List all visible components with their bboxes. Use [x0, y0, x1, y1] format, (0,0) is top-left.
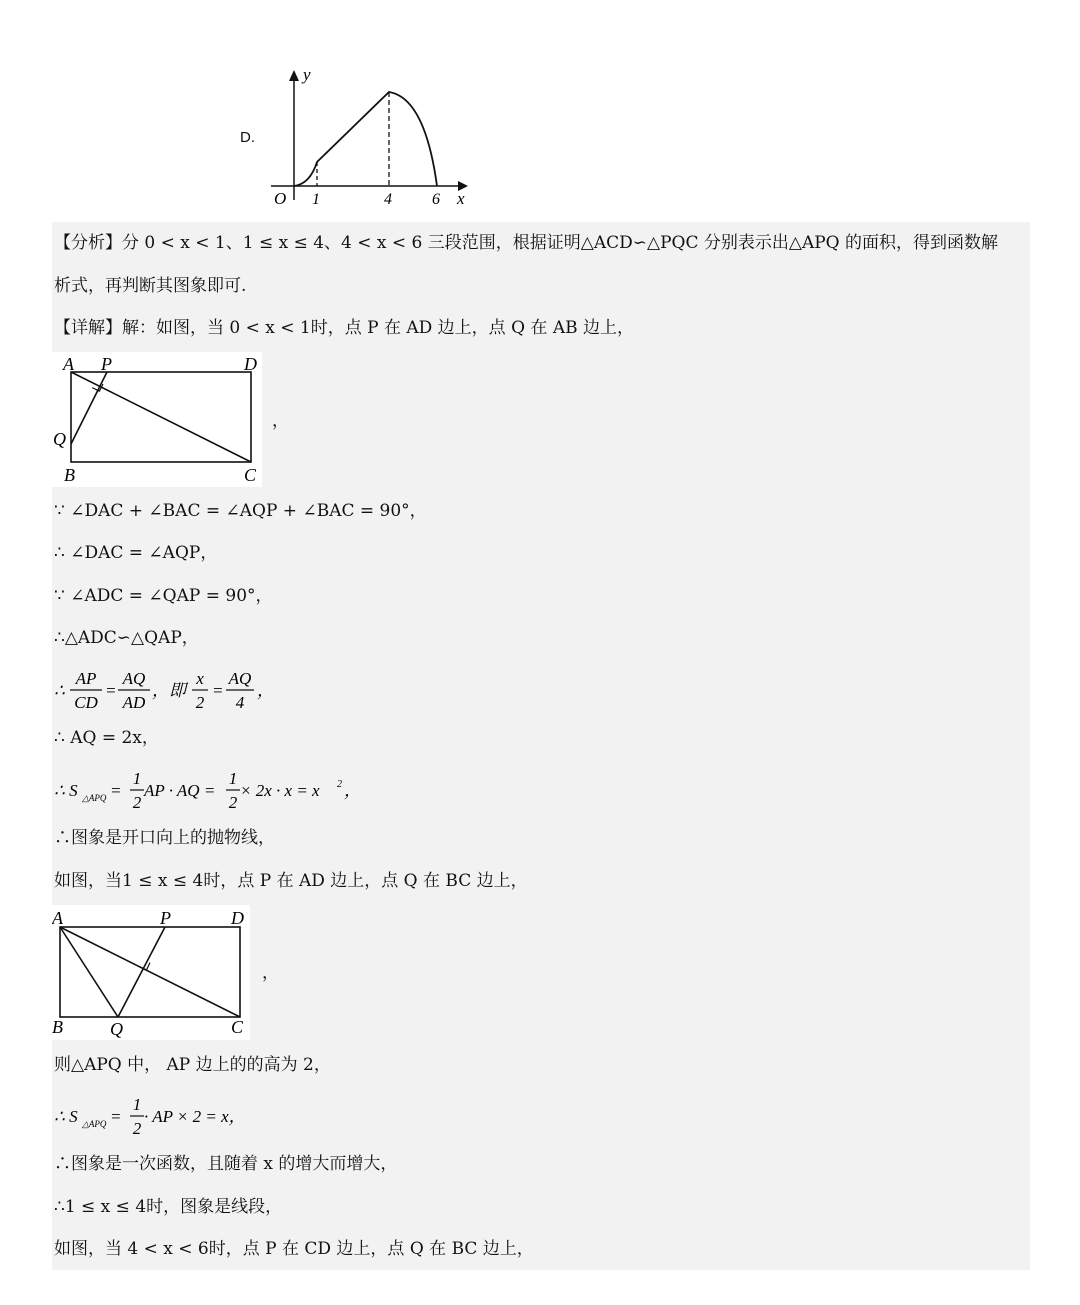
label-b: B: [64, 465, 75, 485]
ratio-equals-2: =: [212, 681, 224, 700]
area1-superscript: 2: [337, 779, 342, 790]
label-q: Q: [110, 1019, 123, 1039]
label-d: D: [244, 354, 257, 374]
area2-prefix: ∴ S: [54, 1107, 78, 1126]
area1-mid: AP · AQ =: [144, 781, 216, 800]
figure-1-trailing: ，: [272, 411, 289, 431]
diagonal-ac: [71, 372, 251, 462]
ratio-mid-text: ，即: [152, 681, 186, 700]
origin-label: O: [274, 189, 287, 208]
area1-tail: × 2x · x = x: [240, 781, 320, 800]
option-label: D.: [240, 129, 255, 146]
tick-label-1: 1: [312, 191, 320, 208]
label-a: A: [52, 908, 63, 928]
area1-fraction-2-denominator: 2: [228, 793, 238, 812]
tick-label-6: 6: [432, 191, 440, 208]
area-equation-2: [52, 1090, 272, 1142]
step-line-2: ∴ ∠DAC = ∠AQP，: [54, 543, 218, 563]
aq-line: ∴ AQ = 2x，: [54, 728, 159, 748]
diagonal-ac-2: [60, 927, 240, 1017]
analysis-text: 【分析】分 0 < x < 1、1 ≤ x ≤ 4、4 < x < 6 三段范围，根据证明△ACD∽△PQC 分别表示出△APQ 的面积，得到函数解: [54, 233, 998, 253]
y-axis-arrow: [289, 70, 299, 81]
x-axis-label: x: [457, 189, 465, 208]
label-b: B: [52, 1017, 63, 1037]
case3-intro: 如图，当 4 < x < 6时，点 P 在 CD 边上，点 Q 在 BC 边上，: [54, 1239, 534, 1259]
label-a: A: [63, 354, 74, 374]
fraction-1-denominator: CD: [74, 693, 98, 712]
label-p: P: [160, 908, 171, 928]
figure-2-trailing: ，: [262, 963, 279, 983]
step-line-4: ∴△ADC∽△QAP，: [54, 628, 199, 648]
fraction-4-denominator: 4: [235, 693, 245, 712]
figure-2: [52, 905, 250, 1040]
fraction-3-denominator: 2: [195, 693, 205, 712]
function-curve: [294, 92, 437, 186]
label-d: D: [231, 908, 244, 928]
segment-aq: [60, 927, 118, 1017]
area-equation-1: [52, 764, 372, 816]
area2-fraction-numerator: 1: [132, 1095, 142, 1114]
area1-equals: =: [110, 781, 122, 800]
fraction-2-numerator: AQ: [122, 669, 146, 688]
area1-suffix: ，: [344, 781, 361, 800]
area1-fraction-2-numerator: 1: [228, 769, 238, 788]
area2-fraction-denominator: 2: [132, 1119, 142, 1138]
area1-prefix: ∴ S: [54, 781, 78, 800]
linear-line: ∴图象是一次函数，且随着 x 的增大而增大，: [54, 1154, 398, 1174]
detail-intro: 【详解】解：如图，当 0 < x < 1时，点 P 在 AD 边上，点 Q 在 AB 边上，: [54, 318, 635, 338]
area1-fraction-1-denominator: 2: [132, 793, 142, 812]
analysis-text-cont: 析式，再判断其图象即可.: [54, 276, 247, 296]
y-axis-label: y: [303, 65, 311, 84]
ratio-equals-1: =: [105, 681, 117, 700]
segment-pq: [71, 372, 107, 444]
ratio-equation: [52, 664, 312, 714]
figure-1: [52, 352, 262, 487]
area2-equals: =: [110, 1107, 122, 1126]
fraction-3-numerator: x: [196, 669, 204, 688]
ratio-prefix: ∴: [54, 681, 65, 700]
fraction-2-denominator: AD: [122, 693, 146, 712]
area1-fraction-1-numerator: 1: [132, 769, 142, 788]
area2-subscript: △APQ: [82, 1119, 107, 1129]
area1-subscript: △APQ: [82, 793, 107, 803]
segment-line: ∴1 ≤ x ≤ 4时，图象是线段，: [54, 1197, 283, 1217]
label-p: P: [101, 354, 112, 374]
label-c: C: [244, 465, 257, 485]
parabola-line: ∴图象是开口向上的抛物线，: [54, 828, 275, 848]
label-q: Q: [53, 429, 66, 449]
step-line-1: ∵ ∠DAC + ∠BAC = ∠AQP + ∠BAC = 90°，: [54, 501, 427, 521]
height-line: 则△APQ 中， AP 边上的的高为 2，: [54, 1055, 331, 1075]
fraction-4-numerator: AQ: [228, 669, 252, 688]
fraction-1-numerator: AP: [75, 669, 97, 688]
tick-label-4: 4: [384, 191, 392, 208]
step-line-3: ∵ ∠ADC = ∠QAP = 90°，: [54, 586, 273, 606]
option-d-graph: [265, 60, 475, 210]
ratio-suffix: ，: [257, 681, 274, 700]
segment-pq-2: [118, 927, 165, 1017]
label-c: C: [231, 1017, 244, 1037]
area2-tail: · AP × 2 = x，: [144, 1107, 246, 1126]
case2-intro: 如图，当1 ≤ x ≤ 4时，点 P 在 AD 边上，点 Q 在 BC 边上，: [54, 871, 528, 891]
